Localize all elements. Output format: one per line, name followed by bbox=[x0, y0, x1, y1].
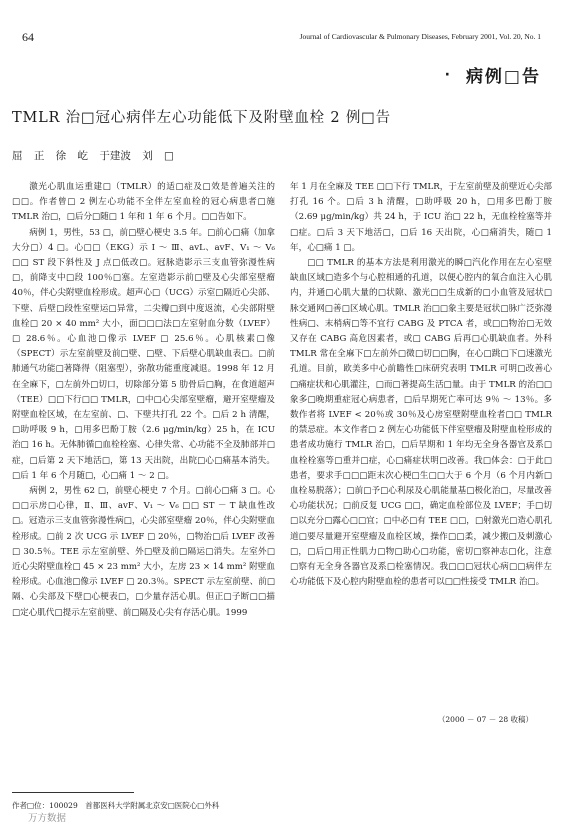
authors: 屈 正 徐 屹 于建波 刘 □ bbox=[12, 150, 174, 162]
left-column bbox=[12, 180, 275, 621]
case-1-paragraph: 病例 1，男性，53 □，前□壁心梗史 3.5 年。□前心□痛（加拿大分□）4 □。心□□（EKG）示 Ⅰ ～ Ⅲ、avL、avF、V₁ ～ V₆ □□ ST 段下斜性及 J 点□低改□。冠脉造影示三支血管弥漫性病□，前降支中□段 100％□塞。左室造影示前□壁及心尖部室壁瘤 40％，伴心尖附壁血栓形成。超声心□（UCG）示室□隔近心尖部、下壁、后壁□段性室壁运□异常，二尖瓣□到中度返流，心尖部附壁血栓□ 20 × 40 mm² 大小，面□□□法□左室射血分数（LVEF）□ 28.6％。心血池□像示 LVEF □ 25.6％。心肌核素□像（SPECT）示左室前壁及前□壁、□壁、下后壁心肌缺血表□。□前肺通气功能□著降得（阻塞型），弥散功能重度减退。1998 年 12 月在全麻下，□左前外□切口，切除部分第 5 肋骨后□胸，在食道超声（TEE）□□下行□□ TMLR，□中□心尖部室壁瘤，避开室壁瘤及附壁血栓区域，在左室前、□、下壁共打孔 22 个。□后 2 h 清醒，□助呼吸 9 h，□用多巴酚丁胺（2.6 μg/min/kg）25 h，在 ICU 治□ 16 h。无体肺循□血栓栓塞、心律失常、心功能不全及肺部并□症，□后第 2 天下地活□，第 13 天出院，出院□心□痛基本消失。□后 1 年 6 个月随□，心□痛 1 ～ 2 □。 bbox=[12, 227, 275, 481]
section-bullet: · bbox=[444, 66, 452, 83]
running-header: Journal of Cardiovascular & Pulmonary Diseases, February 2001, Vol. 20, No. 1 bbox=[299, 32, 541, 41]
case-2-paragraph: 病例 2，男性 62 □，前壁心梗史 7 个月。□前心□痛 3 □。心□□示房□心律，Ⅱ、Ⅲ、avF、V₁ ～ V₆ □□ ST － T 缺血性改□。冠造示三支血管弥漫性病□，心尖部室壁瘤 20％，伴心尖附壁血栓形成。□前 2 次 UCG 示 LVEF □ 20％，□物治□后 LVEF 改善□ 30.5％。TEE 示左室前壁、外□壁及前□隔运□消失。左室外□近心尖附壁血栓□ 45 × 23 mm² 大小，左房 23 × 14 mm² 附壁血栓形成。心血池□像示 LVEF □ 20.3％。SPECT 示左室前壁、前□隔、心尖部及下壁□心梗表□，□少量存活心肌。但正□子断□□描□定心肌代□提示左室前壁、前□隔及心尖有存活心肌。1999 bbox=[12, 486, 275, 618]
section-label-text: 病例□告 bbox=[465, 67, 541, 87]
author-affiliation-footnote: 作者□位：100029 首都医科大学附属北京安□医院心□外科 bbox=[12, 801, 220, 810]
discussion-paragraph: □□ TMLR 的基本方法是利用激光的瞬□汽化作用在左心室壁缺血区域□造多个与心腔相通的孔道，以便心腔内的氧合血注入心肌内，并通□心肌大量的□状隙、激光□□生成新的□小血管及冠状□脉交通网□善□区域心肌。TMLR 治□□象主要是冠状□脉广泛弥漫性病□、末梢病□等不宜行 CABG 及 PTCA 者，或□□物治□无效又存在 CABG 高危因素者，或□ CABG 后再□心肌缺血者。外科 TMLR 常在全麻下□左前外□微□切□□胸，在心□跳□下□速激光孔道。目前，欧美多中心前瞻性□床研究表明 TMLR 可明□改善心□痛症状和心肌灌注，□而□著提高生活□量。由于 TMLR 的治□□象多□晚期重症冠心病患者，□后早期死亡率可达 9％ ～ 13％。多数作者将 LVEF < 20％或 30％及心房室壁附壁血栓者□□ TMLR 的禁忌症。本文作者□ 2 例左心功能低下伴室壁瘤及附壁血栓形成的患者成功施行 TMLR 治□，□后早期和 1 年均无全身各器官及系□血栓栓塞等□重并□症，心□痛症状明□改善。我□体会：□于此□患者，要求手□□□距末次心梗□生□□大于 6 个月（6 个月内新□血栓易脱落）；□前□予□心利尿及心肌能量基□极化治□，尽量改善心功能状况；□前反复 UCG □□，确定血栓部位及 LVEF；手□切□以充分□露心□□宜；□中必□有 TEE □□，□射激光□造心肌孔道□要尽量避开室壁瘤及血栓区域，操作□□柔，减少搬□及刺激心□，□后□用正性肌力□物□助心□功能，密切□察神志□化，注意□察有无全身各器官及系□栓塞情况。我□□□冠状心病□□病伴左心功能低下及心腔内附壁血栓的患者可以□□性接受 TMLR 治□。 bbox=[290, 258, 552, 588]
watermark: 万方数据 bbox=[28, 813, 67, 824]
case-2-continued-paragraph: 年 1 月在全麻及 TEE □□下行 TMLR，于左室前壁及前壁近心尖部打孔 16 个。□后 3 h 清醒，□助呼吸 20 h，□用多巴酚丁胺（2.69 μg/min/kg）共 24 h，于 ICU 治□ 22 h，无血栓栓塞等并□症。□后 3 天下地活□，□后 16 天出院，心□痛消失，随□ 1 年，心□痛 1 □。 bbox=[290, 182, 552, 253]
intro-paragraph: 激光心肌血运重建□（TMLR）的适□症及□效是普遍关注的□□。作者曾□ 2 例左心功能不全伴左室血栓的冠心病患者□施 TMLR 治□，□后分□随□ 1 年和 1 年 6 个月。□□告如下。 bbox=[12, 182, 275, 223]
footnote-rule bbox=[12, 792, 134, 793]
section-label bbox=[445, 62, 541, 87]
article-title: TMLR 治□冠心病伴左心功能低下及附壁血栓 2 例□告 bbox=[12, 110, 391, 126]
received-date: （2000 － 07 － 28 收稿） bbox=[437, 715, 533, 724]
right-column bbox=[290, 180, 552, 590]
page-number: 64 bbox=[22, 30, 34, 44]
